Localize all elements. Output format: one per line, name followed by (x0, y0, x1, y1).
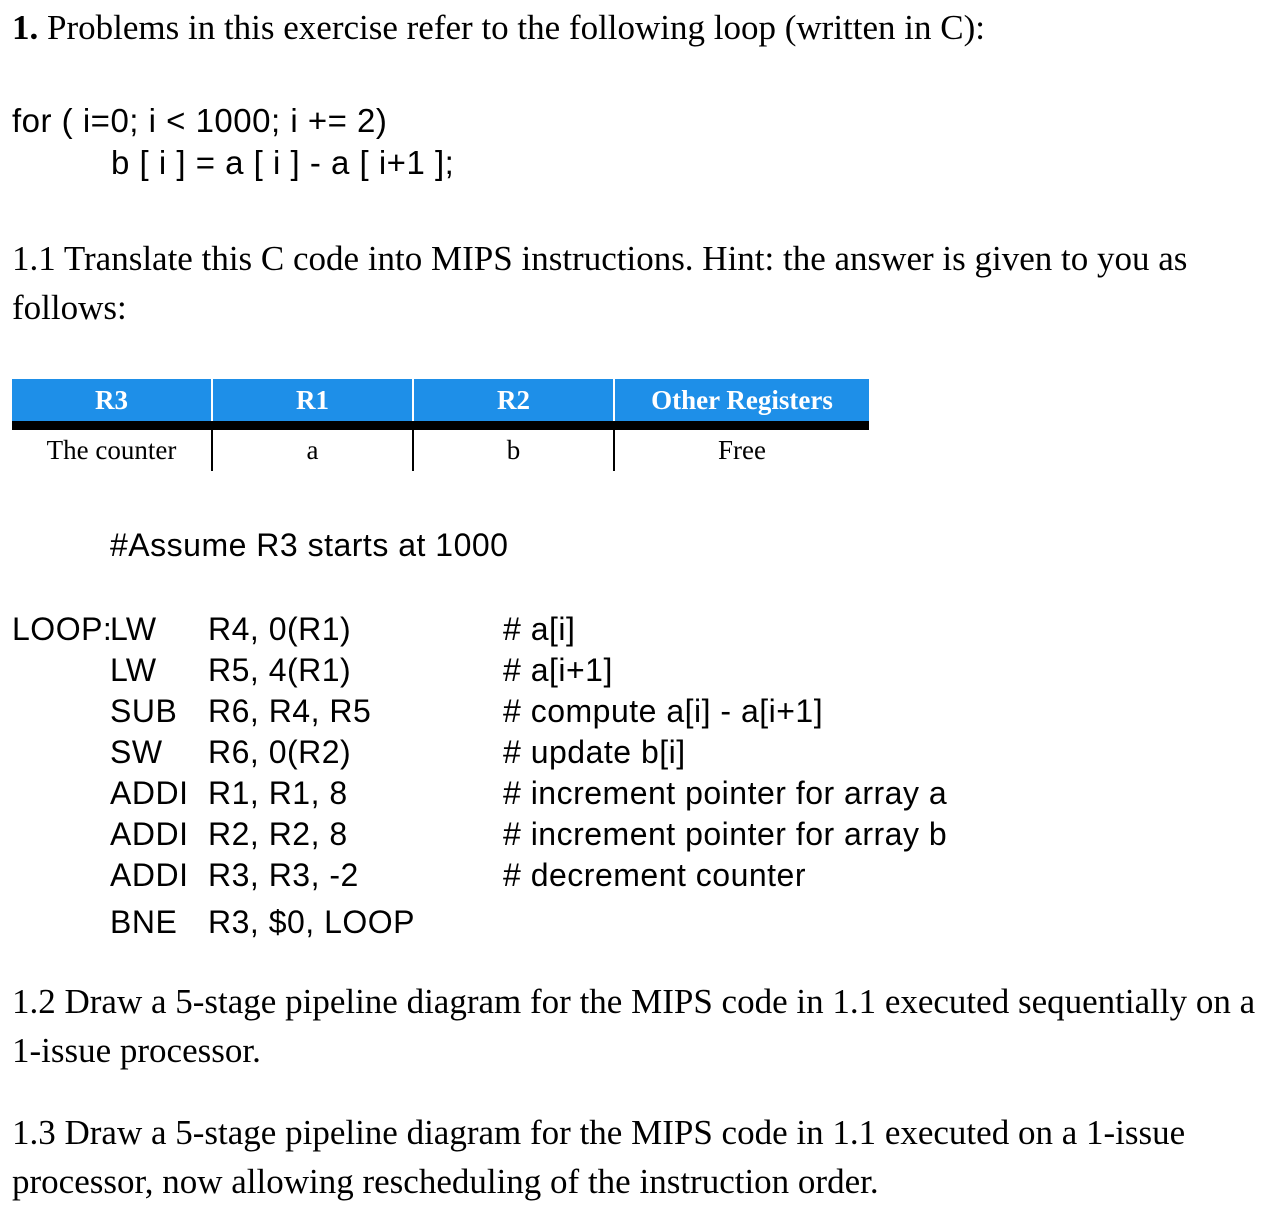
register-table-divider (12, 421, 869, 430)
problem-1-2-text: 1.2 Draw a 5-stage pipeline diagram for the MIPS code in 1.1 executed sequentially on a 1-issue processor. (12, 982, 1256, 1070)
mips-comment: # a[i+1] (503, 652, 613, 688)
cell-other-registers-value: Free (718, 435, 766, 465)
mips-line (12, 902, 1012, 943)
mips-line (12, 732, 1012, 773)
mips-operands: R6, 0(R2) (208, 734, 352, 770)
header-cell-r1: R1 (213, 379, 414, 421)
mips-operands: R4, 0(R1) (208, 611, 352, 647)
register-table-header (12, 379, 869, 421)
problem-1-3-text: 1.3 Draw a 5-stage pipeline diagram for the MIPS code in 1.1 executed on a 1-issue processor, now allowing rescheduling of the instruction order. (12, 1113, 1186, 1201)
mips-line (12, 855, 1012, 896)
mips-comment: # increment pointer for array a (503, 775, 948, 811)
mips-operands: R3, R3, -2 (208, 857, 359, 893)
register-table-row (12, 430, 869, 471)
mips-operands: R1, R1, 8 (208, 775, 348, 811)
c-code-body-line: b [ i ] = a [ i ] - a [ i+1 ]; (111, 144, 455, 181)
header-cell-r2: R2 (414, 379, 615, 421)
mips-opcode: BNE (110, 904, 178, 940)
mips-line (12, 773, 1012, 814)
mips-operands: R3, $0, LOOP (208, 904, 415, 940)
header-cell-other-registers: Other Registers (651, 385, 833, 415)
header-cell-r3: R3 (12, 379, 213, 421)
mips-opcode: ADDI (110, 816, 189, 852)
mips-line (12, 650, 1012, 691)
mips-opcode: ADDI (110, 857, 189, 893)
cell-r3-value: The counter (12, 430, 213, 471)
cell-r1-value: a (213, 430, 414, 471)
exercise-heading (12, 8, 985, 48)
mips-line (12, 691, 1012, 732)
mips-comment: # a[i] (503, 611, 576, 647)
mips-opcode: SW (110, 734, 163, 770)
mips-opcode: LW (110, 611, 157, 647)
mips-comment: # compute a[i] - a[i+1] (503, 693, 824, 729)
exercise-intro-text: Problems in this exercise refer to the following loop (written in C): (38, 8, 985, 47)
mips-opcode: LW (110, 652, 157, 688)
register-table (12, 379, 869, 471)
c-code-for-line: for ( i=0; i < 1000; i += 2) (12, 102, 388, 139)
mips-comment: # decrement counter (503, 857, 806, 893)
mips-opcode: SUB (110, 693, 178, 729)
exercise-number: 1. (12, 8, 39, 47)
mips-operands: R2, R2, 8 (208, 816, 348, 852)
mips-operands: R6, R4, R5 (208, 693, 372, 729)
mips-listing (12, 609, 1012, 949)
assumption-comment: #Assume R3 starts at 1000 (110, 527, 509, 563)
mips-comment: # increment pointer for array b (503, 816, 948, 852)
mips-label: LOOP: (12, 611, 113, 647)
mips-line (12, 609, 1012, 650)
mips-line (12, 814, 1012, 855)
mips-opcode: ADDI (110, 775, 189, 811)
cell-r2-value: b (414, 430, 615, 471)
mips-comment: # update b[i] (503, 734, 686, 770)
problem-1-1-text: 1.1 Translate this C code into MIPS instructions. Hint: the answer is given to you as follows: (12, 239, 1188, 327)
mips-operands: R5, 4(R1) (208, 652, 352, 688)
